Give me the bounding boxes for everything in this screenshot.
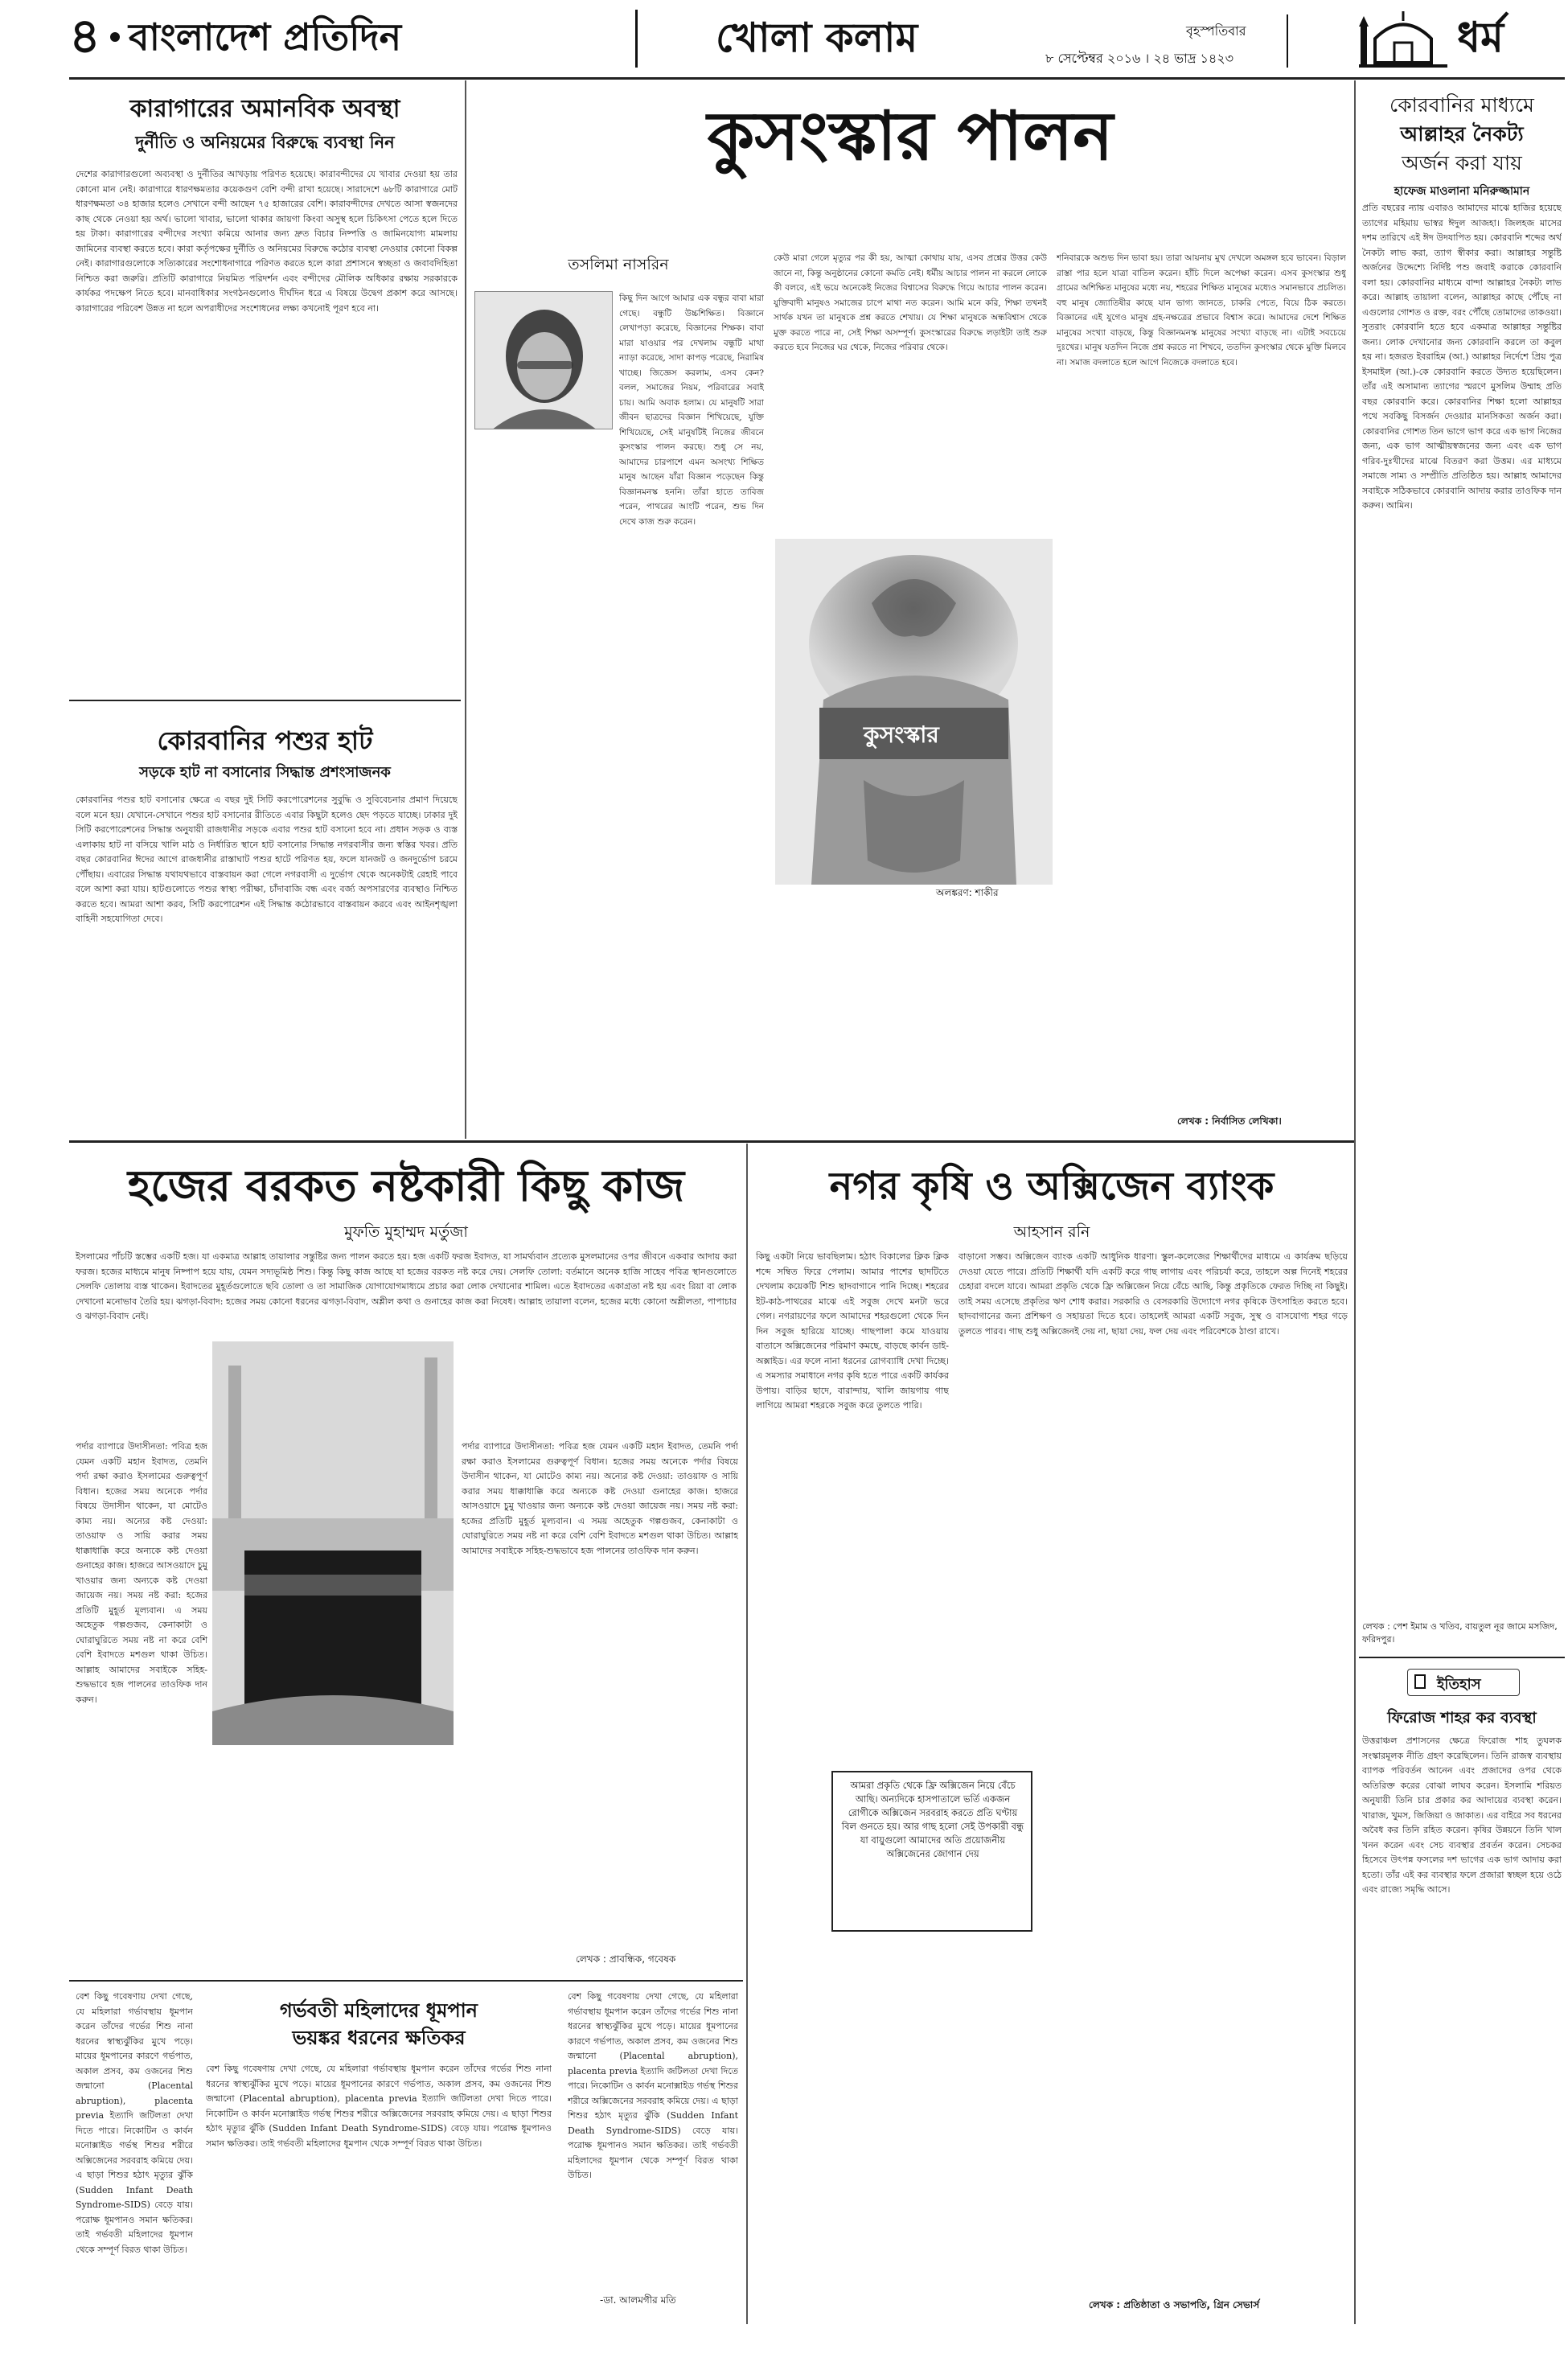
agri-title: নগর কৃষি ও অক্সিজেন ব্যাংক (829, 1164, 1275, 1209)
editorial1-body: দেশের কারাগারগুলো অব্যবস্থা ও দুর্নীতির আখড়ায় পরিণত হয়েছে। কারাবন্দীদের যে খাবার দেওয়া হয় তার কোনো মান নেই। কারাগারে ধারণক্ষমতার কয়েকগুণ বেশি বন্দী রাখা হয়েছে। সারাদেশে ৬৮টি কারাগারে মোট ধারণক্ষমতা ৩৪ হাজার হলেও সেখানে বন্দী আছেন ৭৫ হাজারের বেশি। কারাবন্দীদের দেখতে আসা স্বজনদের কাছ থেকে নেওয়া হয় অর্থ। ভালো খাবার, ভালো থাকার জায়গা কিংবা অসুস্থ হলে চিকিৎসা পেতে হলে দিতে হয় টাকা। কারাগারের বন্দীদের সংখ্যা কমিয়ে আনার জন্য দ্রুত বিচার নিষ্পত্তি ও জামিনযোগ্য মামলায় জামিনের ব্যবস্থা করতে হবে। কারা কর্তৃপক্ষের দুর্নীতি ও অনিয়মের বিরুদ্ধে কঠোর ব্যবস্থা নেওয়ার কোনো বিকল্প নেই। কারাগারগুলোকে সত্যিকারের সংশোধনাগারে পরিণত করতে হলে কারা প্রশাসনে স্বচ্ছতা ও জবাবদিহিতা নিশ্চিত করা জরুরি। প্রতিটি কারাগারে নিয়মিত পরিদর্শন এবং বন্দীদের মৌলিক অধিকার রক্ষায় সরকারকে কার্যকর পদক্ষেপ নিতে হবে। মানবাধিকার সংগঠনগুলোও দীর্ঘদিন ধরে এ বিষয়ে উদ্বেগ প্রকাশ করে আসছে। কারাগারের পরিবেশ উন্নত না হলে অপরাধীদের সংশোধনের লক্ষ্য কখনোই পূরণ হবে না। (76, 169, 458, 314)
editorial2-subtitle: সড়কে হাট না বসানোর সিদ্ধান্ত প্রশংসাজনক (139, 764, 391, 781)
religion-column (1359, 80, 1565, 2324)
section-rule (69, 1140, 1354, 1143)
column-rule-right (1354, 80, 1356, 2324)
mosque-icon (1359, 6, 1447, 71)
health-body-right: বেশ কিছু গবেষণায় দেখা গেছে, যে মহিলারা গর্ভাবস্থায় ধূমপান করেন তাঁদের গর্ভের শিশু নানা ধরনের স্বাস্থ্যঝুঁকির মুখে পড়ে। মায়ের ধূমপানের কারণে গর্ভপাত, অকাল প্রসব, কম ওজনের শিশু জন্মানো (Placental abruption), placenta previa ইত্যাদি জটিলতা দেখা দিতে পারে। নিকোটিন ও কার্বন মনোক্সাইড গর্ভস্থ শিশুর শরীরে অক্সিজেনের সরবরাহ কমিয়ে দেয়। এ ছাড়া শিশুর হঠাৎ মৃত্যুর ঝুঁকি (Sudden Infant Death Syndrome-SIDS) বেড়ে যায়। পরোক্ষ ধূমপানও সমান ক্ষতিকর। তাই গর্ভবতী মহিলাদের ধূমপান থেকে সম্পূর্ণ বিরত থাকা উচিত। (568, 1991, 738, 2180)
page-number: ৪ (69, 8, 101, 64)
illustration-credit: অলঙ্করণ: শাকীর (936, 887, 999, 898)
health-title-line2: ভয়ঙ্কর ধরনের ক্ষতিকর (292, 2027, 466, 2049)
editorial-divider (69, 700, 461, 701)
religion-section-title: ধর্ম (1457, 14, 1504, 62)
editorial1-subtitle: দুর্নীতি ও অনিয়মের বিরুদ্ধে ব্যবস্থা নিন (135, 133, 395, 152)
main-article-title: কুসংস্কার পালন (707, 97, 1114, 175)
main-article-col3: শনিবারকে অশুভ দিন ভাবা হয়। তারা আয়নায় মুখ দেখলে অমঙ্গল হবে ভাবেন। বিড়াল রাস্তা পার হলে যাত্রা বাতিল করেন। হাঁচি দিলে অপেক্ষা করেন। এসব কুসংস্কার শুধু গ্রামের অশিক্ষিত মানুষের মধ্যে নয়, শহরের শিক্ষিত মানুষের মধ্যেও সমানভাবে প্রচলিত। বহু মানুষ জ্যোতিষীর কাছে যান ভাগ্য জানতে, চাকরি পেতে, বিয়ে ঠিক করতে। বিজ্ঞানের এই যুগেও মানুষ গ্রহ-নক্ষত্রের প্রভাবে বিশ্বাস করে। আমাদের দেশে শিক্ষিত মানুষের সংখ্যা বাড়ছে, কিন্তু বিজ্ঞানমনস্ক মানুষের সংখ্যা বাড়ছে না। এটাই সবচেয়ে দুঃখের। মানুষ যতদিন নিজে প্রশ্ন করতে না শিখবে, ততদিন কুসংস্কার থেকে মুক্তি মিলবে না। সমাজ বদলাতে হলে আগে নিজেকে বদলাতে হবে। (1057, 253, 1346, 368)
agri-article (751, 1144, 1353, 2324)
author-photo (474, 291, 613, 429)
hajj-article (69, 1144, 743, 2324)
masthead-divider (635, 10, 638, 68)
column-rule-left (465, 80, 466, 1139)
editorial2-title: কোরবানির পশুর হাট (157, 725, 373, 756)
health-body-left: বেশ কিছু গবেষণায় দেখা গেছে, যে মহিলারা গর্ভাবস্থায় ধূমপান করেন তাঁদের গর্ভের শিশু নানা ধরনের স্বাস্থ্যঝুঁকির মুখে পড়ে। মায়ের ধূমপানের কারণে গর্ভপাত, অকাল প্রসব, কম ওজনের শিশু জন্মানো (Placental abruption), placenta previa ইত্যাদি জটিলতা দেখা দিতে পারে। নিকোটিন ও কার্বন মনোক্সাইড গর্ভস্থ শিশুর শরীরে অক্সিজেনের সরবরাহ কমিয়ে দেয়। এ ছাড়া শিশুর হঠাৎ মৃত্যুর ঝুঁকি (Sudden Infant Death Syndrome-SIDS) বেড়ে যায়। পরোক্ষ ধূমপানও সমান ক্ষতিকর। তাই গর্ভবতী মহিলাদের ধূমপান থেকে সম্পূর্ণ বিরত থাকা উচিত। (76, 1991, 193, 2255)
main-article-author: তসলিমা নাসরিন (568, 256, 669, 273)
agri-author: আহসান রনি (1013, 1223, 1090, 1241)
itihas-title: ফিরোজ শাহর কর ব্যবস্থা (1387, 1709, 1537, 1727)
hajj-author-note: লেখক : প্রাবন্ধিক, গবেষক (576, 1953, 676, 1965)
main-article-author-note: লেখক : নির্বাসিত লেখিকা। (1177, 1115, 1282, 1127)
masthead-divider-2 (1287, 14, 1288, 68)
religion-title-line2: আল্লাহর নৈকট্য (1400, 122, 1524, 146)
health-box (69, 1980, 743, 2324)
bullet-dot (110, 32, 120, 42)
hajj-body-left: পর্দার ব্যাপারে উদাসীনতা: পবিত্র হজ যেমন একটি মহান ইবাদত, তেমনি পর্দা রক্ষা করাও ইসলামের গুরুত্বপূর্ণ বিধান। হজের সময় অনেকে পর্দার বিষয়ে উদাসীন থাকেন, যা মোটেও কাম্য নয়। অন্যের কষ্ট দেওয়া: তাওয়াফ ও সায়ি করার সময় ধাক্কাধাক্কি করে অন্যকে কষ্ট দেওয়া গুনাহের কাজ। হাজরে আসওয়াদে চুমু খাওয়ার জন্য অন্যকে কষ্ট দেওয়া জায়েজ নয়। সময় নষ্ট করা: হজের প্রতিটি মুহূর্ত মূল্যবান। এ সময় অহেতুক গল্পগুজব, কেনাকাটা ও ঘোরাঘুরিতে সময় নষ্ট না করে বেশি বেশি ইবাদতে মশগুল থাকা উচিত। আল্লাহ আমাদের সবাইকে সহিহ-শুদ্ধভাবে হজ পালনের তাওফিক দান করুন। (76, 1441, 207, 1705)
issue-date: ৮ সেপ্টেম্বর ২০১৬ । ২৪ ভাদ্র ১৪২৩ (1045, 51, 1234, 66)
itihas-label-box (1407, 1669, 1520, 1696)
section-name: খোলা কলাম (716, 14, 918, 61)
editorial2-body: কোরবানির পশুর হাট বসানোর ক্ষেত্রে এ বছর দুই সিটি করপোরেশনের সুবুদ্ধি ও সুবিবেচনার প্রমাণ দিয়েছে বলে মনে হয়। যেখানে-সেখানে পশুর হাট বসানোর রীতিতে এবার কিছুটা হলেও ছেদ পড়তে যাচ্ছে। ঢাকার দুই সিটি করপোরেশনের সিদ্ধান্ত অনুযায়ী রাজধানীর সড়কে এবার পশুর হাট বসানো হবে না। প্রধান সড়ক ও ব্যস্ত এলাকায় হাট না বসিয়ে খালি মাঠ ও নির্ধারিত স্থানে হাট বসানোর সিদ্ধান্ত নগরবাসীর জন্য স্বস্তির খবর। প্রতি বছর কোরবানির ঈদের আগে রাজধানীর রাস্তাঘাট পশুর হাটে পরিণত হয়, ফলে যানজট ও জনদুর্ভোগ চরমে পৌঁছায়। এবারের সিদ্ধান্ত যথাযথভাবে বাস্তবায়ন করা গেলে নগরবাসী এ দুর্ভোগ থেকে অনেকটাই রেহাই পাবে বলে আশা করা যায়। হাটগুলোতে পশুর স্বাস্থ্য পরীক্ষা, চাঁদাবাজি বন্ধ এবং বর্জ্য অপসারণের ব্যবস্থাও নিশ্চিত করতে হবে। আমরা আশা করব, সিটি করপোরেশন এই সিদ্ধান্ত কঠোরভাবে বাস্তবায়ন করবে এবং আইনশৃঙ্খলা বাহিনী সহযোগিতা দেবে। (76, 795, 458, 924)
religion-author: হাফেজ মাওলানা মনিরুজ্জামান (1394, 185, 1530, 198)
kaaba-photo (212, 1341, 454, 1745)
hajj-body-top: ইসলামের পাঁচটি স্তম্ভের একটি হজ। যা একমাত্র আল্লাহ তায়ালার সন্তুষ্টির জন্য পালন করতে হয়। হজ একটি ফরজ ইবাদত, যা সামর্থ্যবান প্রত্যেক মুসলমানের ওপর জীবনে একবার আদায় করা ফরজ। হজের মাধ্যমে মানুষ নিষ্পাপ হয়ে যায়, যেমন সদ্যভূমিষ্ঠ শিশু। কিন্তু কিছু কাজ আছে যা হজের বরকত নষ্ট করে দেয়। সেলফি তোলা: বর্তমানে অনেক হাজি সাহেব পবিত্র স্থানগুলোতে সেলফি তোলায় ব্যস্ত থাকেন। ইবাদতের মুহূর্তগুলোতে ছবি তোলা ও তা সামাজিক যোগাযোগমাধ্যমে প্রচার করা লোক দেখানোর শামিল। এতে ইবাদতের একাগ্রতা নষ্ট হয় এবং রিয়া বা লোক দেখানো মনোভাব তৈরি হয়। ঝগড়া-বিবাদ: হজের সময় কোনো ধরনের ঝগড়া-বিবাদ, অশ্লীল কথা ও গুনাহের কাজ করা নিষেধ। আল্লাহ তায়ালা বলেন, হজের মধ্যে কোনো অশ্লীলতা, পাপাচার ও ঝগড়া-বিবাদ নেই। (76, 1251, 737, 1321)
masthead (0, 0, 1568, 79)
religion-title-line1: কোরবানির মাধ্যমে (1389, 93, 1534, 117)
column-rule-mid (746, 1144, 748, 2324)
main-article (470, 80, 1351, 1139)
masthead-rule (69, 77, 1565, 80)
itihas-label: ইতিহাস (1437, 1676, 1481, 1693)
superstition-illustration (775, 539, 1053, 885)
agri-body-col1: কিছু একটা নিয়ে ভাবছিলাম। হঠাৎ বিকালের ক্লিক ক্লিক শব্দে সম্বিত ফিরে পেলাম। আমার পাশের ছাদটিতে দেখলাম কয়েকটি শিশু ছাদবাগানে পানি দিচ্ছে। শহরের ইট-কাঠ-পাথরের মাঝে এই সবুজ দেখে মনটা ভরে গেল। নগরায়ণের ফলে আমাদের শহরগুলো থেকে দিন দিন সবুজ হারিয়ে যাচ্ছে। গাছপালা কমে যাওয়ায় বাতাসে অক্সিজেনের পরিমাণ কমছে, বাড়ছে কার্বন ডাই-অক্সাইড। এর ফলে নানা ধরনের রোগব্যাধি দেখা দিচ্ছে। এ সমস্যার সমাধানে নগর কৃষি হতে পারে একটি কার্যকর উপায়। বাড়ির ছাদে, বারান্দায়, খালি জায়গায় গাছ লাগিয়ে আমরা শহরকে সবুজ করে তুলতে পারি। (756, 1251, 949, 1411)
agri-author-note: লেখক : প্রতিষ্ঠাতা ও সভাপতি, গ্রিন সেভার্স (1089, 2299, 1260, 2310)
main-article-col1: কিছু দিন আগে আমার এক বন্ধুর বাবা মারা গেছে। বন্ধুটি উচ্চশিক্ষিত। বিজ্ঞানে লেখাপড়া করেছে, বিজ্ঞানের শিক্ষক। বাবা মারা যাওয়ার পর দেখলাম বন্ধুটি মাথা ন্যাড়া করেছে, সাদা কাপড় পরেছে, নিরামিষ খাচ্ছে। জিজ্ঞেস করলাম, এসব কেন? বলল, সমাজের নিয়ম, পরিবারের সবাই চায়। আমি অবাক হলাম। যে মানুষটি সারা জীবন ছাত্রদের বিজ্ঞান শিখিয়েছে, যুক্তি শিখিয়েছে, সেই মানুষটিই নিজের জীবনে কুসংস্কার পালন করছে। শুধু সে নয়, আমাদের চারপাশে এমন অসংখ্য শিক্ষিত মানুষ আছেন যাঁরা বিজ্ঞান পড়েছেন কিন্তু বিজ্ঞানমনস্ক হননি। তাঁরা হাতে তাবিজ পরেন, পাথরের আংটি পরেন, শুভ দিন দেখে কাজ শুরু করেন। (619, 294, 764, 527)
paper-name: বাংলাদেশ প্রতিদিন (129, 15, 402, 59)
religion-author-note: লেখক : পেশ ইমাম ও খতিব, বায়তুল নূর জামে মসজিদ, ফরিদপুর। (1362, 1621, 1558, 1645)
agri-body-col2: বাড়ানো সম্ভব। অক্সিজেন ব্যাংক একটি আধুনিক ধারণা। স্কুল-কলেজের শিক্ষার্থীদের মাধ্যমে এ কার্যক্রম ছড়িয়ে দেওয়া যেতে পারে। প্রতিটি শিক্ষার্থী যদি একটি করে গাছ লাগায় এবং পরিচর্যা করে, তাহলে অল্প দিনেই শহরের চেহারা বদলে যাবে। আমরা প্রকৃতি থেকে ফ্রি অক্সিজেন নিয়ে বেঁচে আছি, কিন্তু প্রকৃতিকে ফেরত দিচ্ছি না কিছুই। তাই সময় এসেছে প্রকৃতির ঋণ শোধ করার। সরকারি ও বেসরকারি উদ্যোগে নগর কৃষিকে উৎসাহিত করতে হবে। ছাদবাগানের জন্য প্রশিক্ষণ ও সহায়তা দিতে হবে। তাহলেই আমরা একটি সবুজ, সুস্থ ও বাসযোগ্য শহর গড়ে তুলতে পারব। গাছ শুধু অক্সিজেনই দেয় না, ছায়া দেয়, ফল দেয় এবং পরিবেশকে ঠাণ্ডা রাখে। (958, 1251, 1348, 1337)
illustration-label: কুসংস্কার (864, 721, 939, 748)
editorial1-title: কারাগারের অমানবিক অবস্থা (129, 95, 400, 123)
health-body-main: বেশ কিছু গবেষণায় দেখা গেছে, যে মহিলারা গর্ভাবস্থায় ধূমপান করেন তাঁদের গর্ভের শিশু নানা ধরনের স্বাস্থ্যঝুঁকির মুখে পড়ে। মায়ের ধূমপানের কারণে গর্ভপাত, অকাল প্রসব, কম ওজনের শিশু জন্মানো (Placental abruption), placenta previa ইত্যাদি জটিলতা দেখা দিতে পারে। নিকোটিন ও কার্বন মনোক্সাইড গর্ভস্থ শিশুর শরীরে অক্সিজেনের সরবরাহ কমিয়ে দেয়। এ ছাড়া শিশুর হঠাৎ মৃত্যুর ঝুঁকি (Sudden Infant Death Syndrome-SIDS) বেড়ে যায়। পরোক্ষ ধূমপানও সমান ক্ষতিকর। তাই গর্ভবতী মহিলাদের ধূমপান থেকে সম্পূর্ণ বিরত থাকা উচিত। (206, 2064, 552, 2149)
editorial-column (69, 80, 461, 1139)
pullquote-box (831, 1771, 1032, 1932)
weekday: বৃহস্পতিবার (1186, 23, 1246, 39)
religion-body: প্রতি বছরের ন্যায় এবারও আমাদের মাঝে হাজির হয়েছে ত্যাগের মহিমায় ভাস্বর ঈদুল আজহা। জিলহজ মাসের দশম তারিখে এই ঈদ উদযাপিত হয়। কোরবানি শব্দের অর্থ নৈকট্য লাভ করা, ত্যাগ স্বীকার করা। আল্লাহর সন্তুষ্টি অর্জনের উদ্দেশ্যে নির্দিষ্ট পশু জবাই করাকে কোরবানি বলা হয়। কোরবানির মাধ্যমে বান্দা আল্লাহর নৈকট্য লাভ করে। আল্লাহ তায়ালা বলেন, আল্লাহর কাছে পৌঁছে না এগুলোর গোশত ও রক্ত, বরং পৌঁছে তোমাদের তাকওয়া। সুতরাং কোরবানি হতে হবে একমাত্র আল্লাহর সন্তুষ্টির জন্য। লোক দেখানোর জন্য কোরবানি করলে তা কবুল হয় না। হজরত ইবরাহিম (আ.) আল্লাহর নির্দেশে প্রিয় পুত্র ইসমাইল (আ.)-কে কোরবানি করতে উদ্যত হয়েছিলেন। তাঁর এই অসামান্য ত্যাগের স্মরণে মুসলিম উম্মাহ প্রতি বছর কোরবানি করে। কোরবানির শিক্ষা হলো আল্লাহর পথে সবকিছু বিসর্জন দেওয়ার মানসিকতা অর্জন করা। কোরবানির গোশত তিন ভাগে ভাগ করে এক ভাগ নিজের জন্য, এক ভাগ আত্মীয়স্বজনের জন্য এবং এক ভাগ গরিব-দুঃখীদের মাঝে বিতরণ করা উত্তম। এর মাধ্যমে সমাজে সাম্য ও সম্প্রীতি প্রতিষ্ঠিত হয়। আল্লাহ আমাদের সবাইকে সঠিকভাবে কোরবানি আদায় করার তাওফিক দান করুন। আমিন। (1362, 203, 1562, 511)
health-title-line1: গর্ভবতী মহিলাদের ধূমপান (279, 1999, 478, 2022)
scroll-icon (1414, 1674, 1426, 1689)
pullquote-text: আমরা প্রকৃতি থেকে ফ্রি অক্সিজেন নিয়ে বেঁচে আছি। অন্যদিকে হাসপাতালে ভর্তি একজন রোগীকে অক্সিজেন সরবরাহ করতে প্রতি ঘণ্টায় বিল গুনতে হয়। আর গাছ হলো সেই উপকারী বন্ধু যা বায়ুগুলো আমাদের অতি প্রয়োজনীয় অক্সিজেনের জোগান দেয় (841, 1780, 1024, 1859)
health-author-note: -ডা. আলমগীর মতি (600, 2294, 676, 2306)
hajj-body-right: পর্দার ব্যাপারে উদাসীনতা: পবিত্র হজ যেমন একটি মহান ইবাদত, তেমনি পর্দা রক্ষা করাও ইসলামের গুরুত্বপূর্ণ বিধান। হজের সময় অনেকে পর্দার বিষয়ে উদাসীন থাকেন, যা মোটেও কাম্য নয়। অন্যের কষ্ট দেওয়া: তাওয়াফ ও সায়ি করার সময় ধাক্কাধাক্কি করে অন্যকে কষ্ট দেওয়া গুনাহের কাজ। হাজরে আসওয়াদে চুমু খাওয়ার জন্য অন্যকে কষ্ট দেওয়া জায়েজ নয়। সময় নষ্ট করা: হজের প্রতিটি মুহূর্ত মূল্যবান। এ সময় অহেতুক গল্পগুজব, কেনাকাটা ও ঘোরাঘুরিতে সময় নষ্ট না করে বেশি বেশি ইবাদতে মশগুল থাকা উচিত। আল্লাহ আমাদের সবাইকে সহিহ-শুদ্ধভাবে হজ পালনের তাওফিক দান করুন। (462, 1441, 738, 1556)
main-article-col2: কেউ মারা গেলে মৃত্যুর পর কী হয়, আত্মা কোথায় যায়, এসব প্রশ্নের উত্তর কেউ জানে না, কিন্তু অনুষ্ঠানের কোনো কমতি নেই। ধর্মীয় আচার পালন না করলে লোকে কী বলবে, এই ভয়ে অনেকেই নিজের বিশ্বাসের বিরুদ্ধে গিয়ে আচার পালন করেন। যুক্তিবাদী মানুষও সমাজের চাপে মাথা নত করেন। আমি মনে করি, শিক্ষা তখনই সার্থক যখন তা মানুষকে প্রশ্ন করতে শেখায়। যে শিক্ষা মানুষকে অন্ধবিশ্বাস থেকে মুক্ত করতে পারে না, সেই শিক্ষা অসম্পূর্ণ। কুসংস্কারের বিরুদ্ধে লড়াইটা তাই শুরু করতে হবে নিজের ঘর থেকে, নিজের পরিবার থেকে। (774, 253, 1047, 352)
itihas-body: উত্তরাঞ্চল প্রশাসনের ক্ষেত্রে ফিরোজ শাহ তুঘলক সংস্কারমূলক নীতি গ্রহণ করেছিলেন। তিনি রাজস্ব ব্যবস্থায় ব্যাপক পরিবর্তন আনেন এবং প্রজাদের ওপর থেকে অতিরিক্ত করের বোঝা লাঘব করেন। ইসলামি শরিয়ত অনুযায়ী তিনি চার প্রকার কর আদায়ের ব্যবস্থা করেন। খারাজ, খুমস, জিজিয়া ও জাকাত। এর বাইরে সব ধরনের অবৈধ কর তিনি রহিত করেন। কৃষির উন্নয়নে তিনি খাল খনন করেন এবং সেচ ব্যবস্থার প্রবর্তন করেন। সেচকর হিসেবে উৎপন্ন ফসলের দশ ভাগের এক ভাগ আদায় করা হতো। তাঁর এই কর ব্যবস্থার ফলে প্রজারা স্বচ্ছল হয়ে ওঠে এবং রাজ্যে সমৃদ্ধি আসে। (1362, 1735, 1562, 1895)
religion-title-line3: অর্জন করা যায় (1402, 151, 1522, 175)
itihas-divider (1359, 1657, 1565, 1658)
hajj-author: মুফতি মুহাম্মদ মর্তুজা (344, 1223, 468, 1241)
hajj-title: হজের বরকত নষ্টকারী কিছু কাজ (127, 1160, 685, 1211)
